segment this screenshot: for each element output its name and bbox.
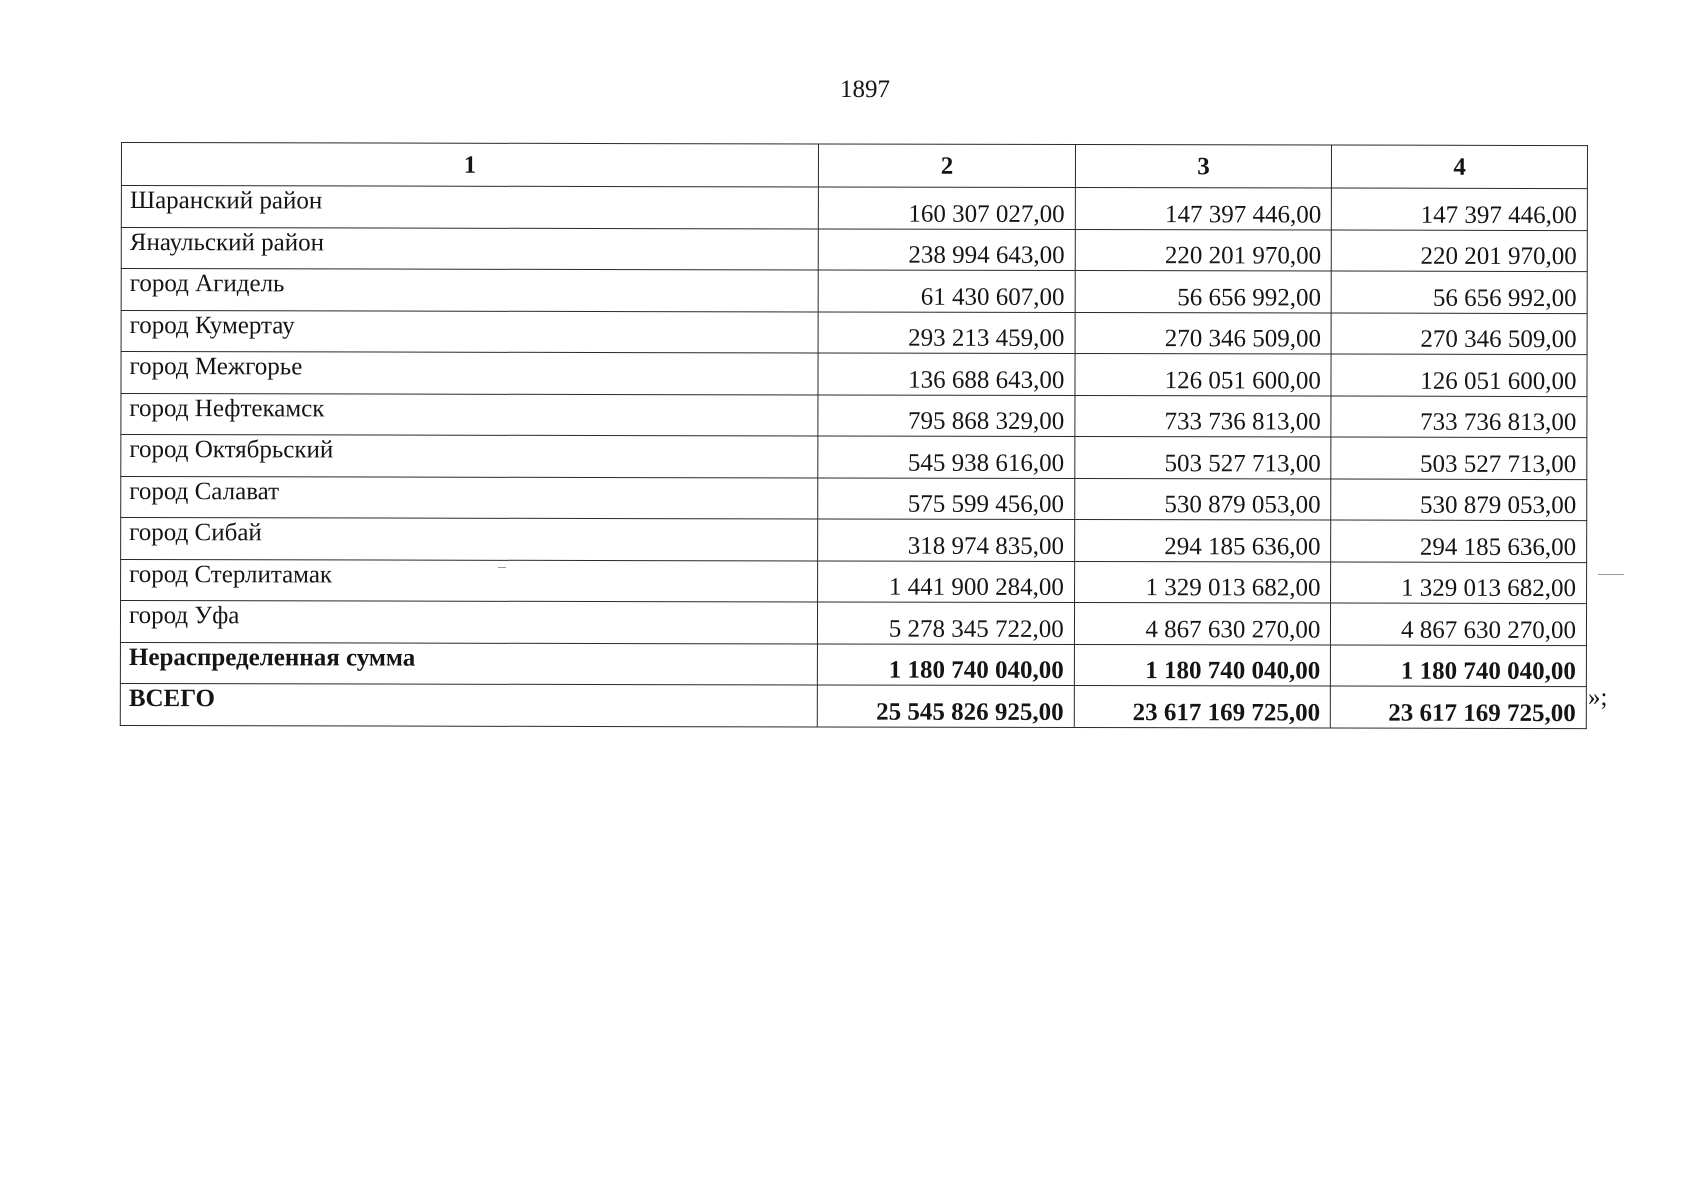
value-cell-col2: 575 599 456,00	[818, 477, 1075, 519]
table-row-total	[120, 642, 1586, 687]
table-row	[121, 393, 1587, 438]
table-row	[121, 269, 1587, 314]
value-cell-col2: 545 938 616,00	[818, 436, 1075, 478]
value-cell-col2: 795 868 329,00	[818, 394, 1075, 436]
value-cell-col2: 160 307 027,00	[819, 187, 1076, 229]
table-row	[121, 435, 1587, 480]
value-cell-col3: 147 397 446,00	[1075, 187, 1332, 229]
value-cell-col4: 530 879 053,00	[1331, 479, 1587, 521]
value-cell-col4: 503 527 713,00	[1331, 437, 1587, 479]
table-row	[121, 352, 1587, 397]
table-row	[121, 476, 1587, 521]
value-cell-col2: 1 441 900 284,00	[818, 560, 1075, 602]
row-name-cell: ВСЕГО	[120, 683, 817, 726]
row-name-cell: город Стерлитамак	[121, 559, 818, 602]
table-header-row	[121, 143, 1587, 189]
value-cell-col4: 126 051 600,00	[1331, 354, 1587, 396]
row-name-cell: город Октябрьский	[121, 435, 818, 478]
table-row	[121, 310, 1587, 355]
value-cell-col3: 294 185 636,00	[1074, 519, 1331, 561]
value-cell-col4: 4 867 630 270,00	[1331, 603, 1587, 645]
table-row	[121, 186, 1587, 231]
closing-quote-mark: »;	[1588, 684, 1608, 711]
row-name-cell: Янаульский район	[121, 227, 818, 270]
column-header: 2	[819, 144, 1076, 188]
value-cell-col3: 4 867 630 270,00	[1074, 602, 1331, 644]
value-cell-col3: 1 329 013 682,00	[1074, 561, 1331, 603]
value-cell-col2: 318 974 835,00	[818, 519, 1075, 561]
value-cell-col2: 293 213 459,00	[818, 311, 1075, 353]
value-cell-col2: 1 180 740 040,00	[818, 643, 1075, 685]
value-cell-col2: 25 545 826 925,00	[818, 685, 1075, 727]
column-header: 1	[121, 143, 818, 187]
table-body	[120, 186, 1587, 729]
value-cell-col4: 56 656 992,00	[1332, 271, 1588, 313]
value-cell-col3: 733 736 813,00	[1075, 395, 1332, 437]
value-cell-col4: 147 397 446,00	[1332, 188, 1588, 230]
table-row	[121, 559, 1587, 604]
value-cell-col2: 238 994 643,00	[818, 228, 1075, 270]
value-cell-col3: 270 346 509,00	[1075, 312, 1332, 354]
value-cell-col3: 23 617 169 725,00	[1074, 685, 1331, 727]
row-name-cell: город Нефтекамск	[121, 393, 818, 436]
column-header: 4	[1332, 145, 1588, 189]
row-name-cell: город Салават	[121, 476, 818, 519]
budget-table	[120, 142, 1588, 729]
value-cell-col4: 294 185 636,00	[1331, 520, 1587, 562]
value-cell-col4: 1 329 013 682,00	[1331, 562, 1587, 604]
value-cell-col4: 220 201 970,00	[1332, 230, 1588, 272]
value-cell-col3: 56 656 992,00	[1075, 270, 1332, 312]
value-cell-col4: 1 180 740 040,00	[1331, 645, 1587, 687]
value-cell-col4: 270 346 509,00	[1331, 313, 1587, 355]
row-name-cell: город Сибай	[121, 518, 818, 561]
page-number: 1897	[840, 76, 890, 103]
column-header: 3	[1075, 144, 1332, 188]
scan-speck	[498, 567, 506, 568]
scan-speck	[1598, 574, 1624, 575]
row-name-cell: Шаранский район	[121, 186, 818, 229]
table-row	[121, 518, 1587, 563]
value-cell-col2: 61 430 607,00	[818, 270, 1075, 312]
value-cell-col3: 126 051 600,00	[1075, 353, 1332, 395]
table-row-total	[120, 683, 1586, 728]
value-cell-col3: 503 527 713,00	[1075, 436, 1332, 478]
value-cell-col4: 733 736 813,00	[1331, 396, 1587, 438]
value-cell-col3: 530 879 053,00	[1075, 478, 1332, 520]
value-cell-col2: 136 688 643,00	[818, 353, 1075, 395]
row-name-cell: город Межгорье	[121, 352, 818, 395]
value-cell-col3: 220 201 970,00	[1075, 229, 1332, 271]
value-cell-col2: 5 278 345 722,00	[818, 602, 1075, 644]
budget-table-wrapper	[120, 142, 1588, 729]
row-name-cell: город Агидель	[121, 269, 818, 312]
row-name-cell: Нераспределенная сумма	[120, 642, 817, 685]
value-cell-col3: 1 180 740 040,00	[1074, 644, 1331, 686]
table-row	[121, 227, 1587, 272]
value-cell-col4: 23 617 169 725,00	[1331, 686, 1587, 728]
row-name-cell: город Кумертау	[121, 310, 818, 353]
table-row	[120, 601, 1586, 646]
row-name-cell: город Уфа	[120, 601, 817, 644]
